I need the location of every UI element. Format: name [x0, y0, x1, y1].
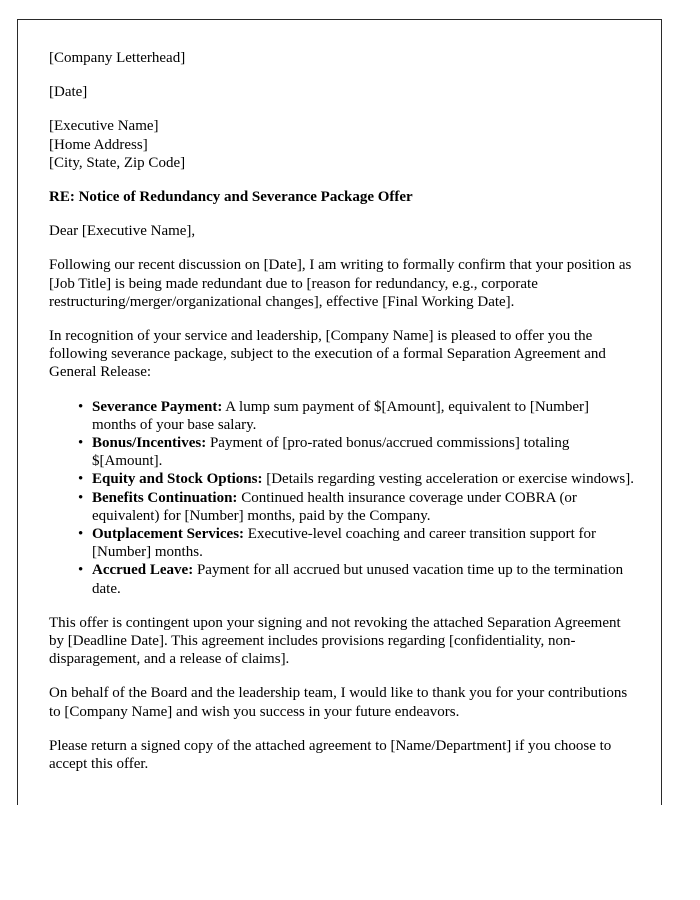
- recipient-name: [Executive Name]: [49, 118, 159, 135]
- bullet-icon: •: [78, 526, 84, 543]
- bullet-icon: •: [78, 435, 84, 452]
- paragraph-opening: Following our recent discussion on [Date], I am writing to formally confirm that your position as [Job Title] is being made redundant due to [reason for redundancy, e.g., corporate restructuring/merger/organizational changes], effective [Final Working Date].: [49, 257, 632, 310]
- benefit-detail: A lump sum payment of $[Amount], equivalent to [Number] months of your base salary.: [92, 398, 589, 433]
- bullet-icon: •: [78, 562, 84, 579]
- salutation: Dear [Executive Name],: [49, 223, 196, 240]
- letter-date: [Date]: [49, 84, 88, 101]
- paragraph-thanks: On behalf of the Board and the leadership team, I would like to thank you for your contributions to [Company Name] and wish you success in your future endeavors.: [49, 685, 628, 720]
- benefit-term: Accrued Leave:: [92, 562, 194, 579]
- bullet-icon: •: [78, 471, 84, 488]
- benefit-detail: Payment for all accrued but unused vacation time up to the termination date.: [92, 562, 624, 597]
- list-item: [78, 398, 634, 434]
- subject-line: RE: Notice of Redundancy and Severance Package Offer: [49, 189, 413, 206]
- bullet-icon: •: [78, 489, 84, 506]
- benefit-detail: Payment of [pro-rated bonus/accrued commissions] totaling $[Amount].: [92, 435, 570, 470]
- document-page-frame: [17, 19, 662, 805]
- bullet-icon: •: [78, 398, 84, 415]
- paragraph-contingency: This offer is contingent upon your signing and not revoking the attached Separation Agreement by [Deadline Date]. This agreement includes provisions regarding [confidentiality, non-disparagement, and a release of claims].: [49, 614, 621, 668]
- list-item: [78, 470, 635, 488]
- benefit-term: Equity and Stock Options:: [92, 471, 263, 488]
- benefit-detail: Continued health insurance coverage under COBRA (or equivalent) for [Number] months, paid by the Company.: [92, 489, 577, 524]
- recipient-city-state-zip: [City, State, Zip Code]: [49, 154, 186, 171]
- benefit-term: Bonus/Incentives:: [92, 435, 207, 452]
- severance-benefits-list: [49, 398, 634, 598]
- paragraph-package-intro: In recognition of your service and leadership, [Company Name] is pleased to offer you the following severance package, subject to the execution of a formal Separation Agreement and General Release:: [49, 328, 606, 381]
- paragraph-return: Please return a signed copy of the attached agreement to [Name/Department] if you choose to accept this offer.: [49, 737, 612, 773]
- list-item: [78, 561, 634, 597]
- list-item: [78, 489, 634, 525]
- benefit-term: Benefits Continuation:: [92, 489, 238, 506]
- benefit-detail: [Details regarding vesting acceleration or exercise windows].: [262, 471, 635, 488]
- benefit-term: Outplacement Services:: [92, 526, 245, 543]
- document-body: [49, 49, 634, 773]
- recipient-address-block: [49, 117, 634, 172]
- company-letterhead: [Company Letterhead]: [49, 50, 186, 66]
- benefit-detail: Executive-level coaching and career transition support for [Number] months.: [92, 526, 596, 561]
- list-item: [78, 434, 634, 470]
- recipient-home-address: [Home Address]: [49, 136, 148, 153]
- list-item: [78, 525, 634, 561]
- benefit-term: Severance Payment:: [92, 398, 223, 415]
